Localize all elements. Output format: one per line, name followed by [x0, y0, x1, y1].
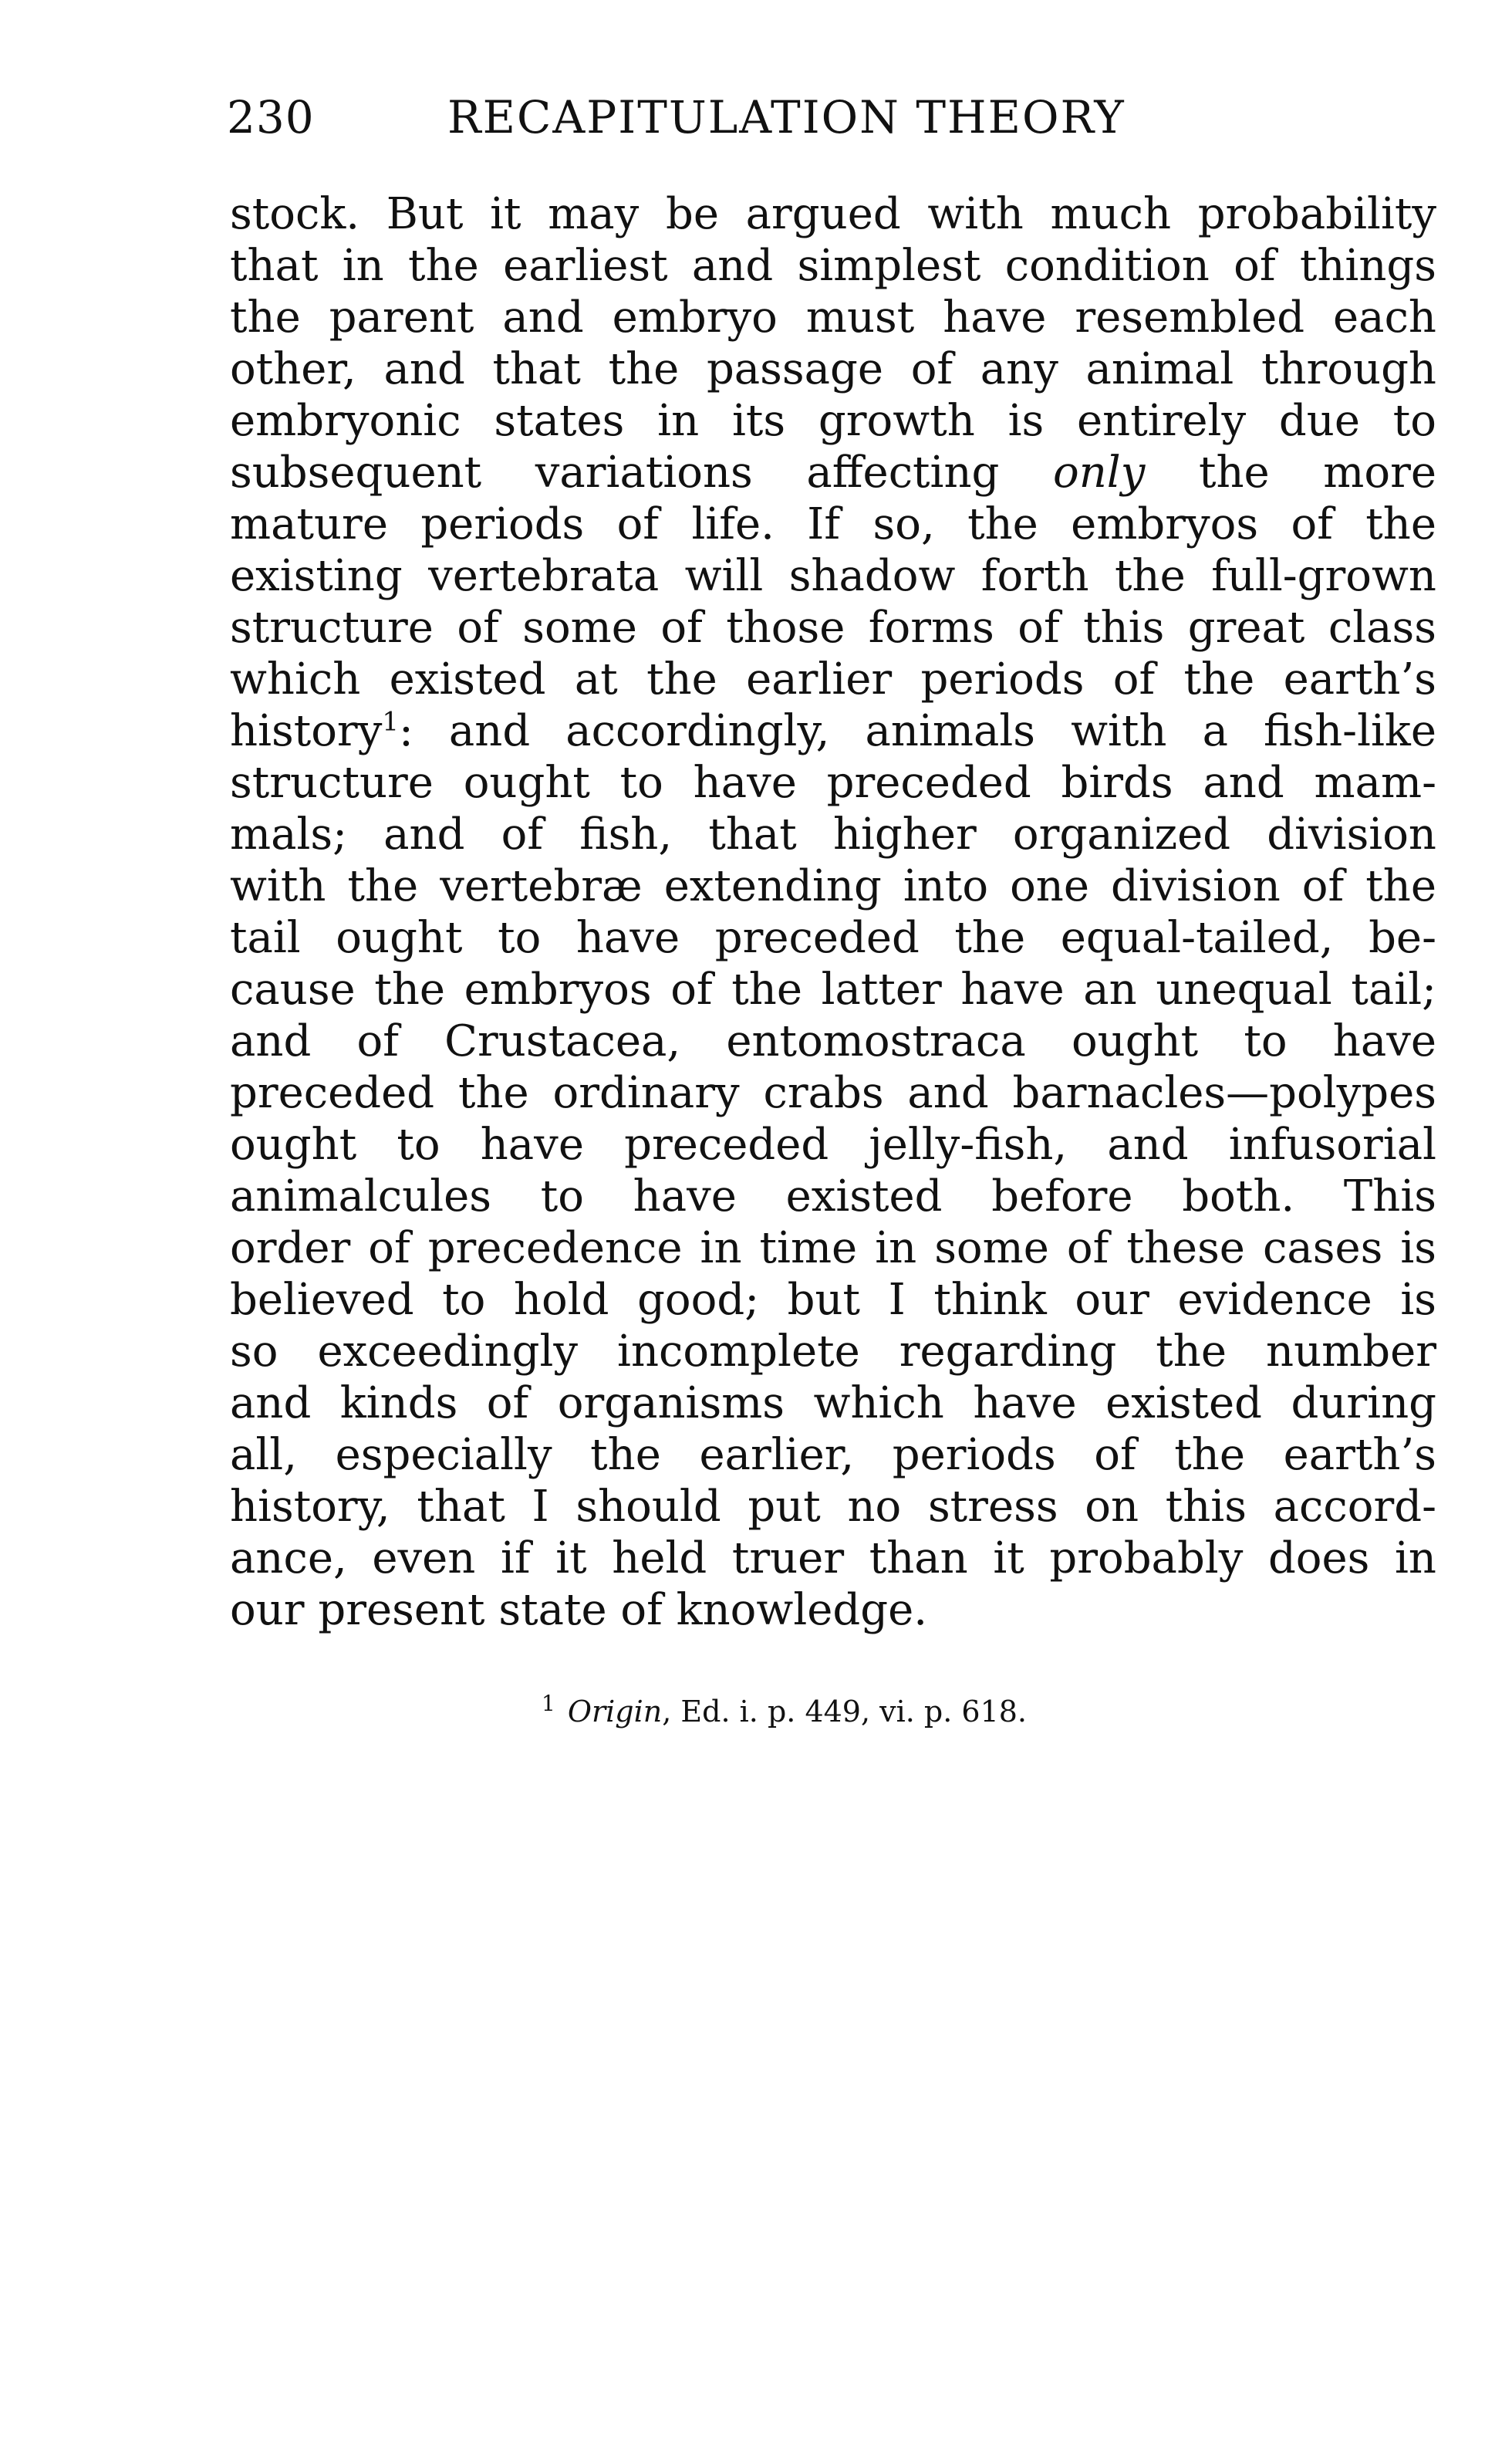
text-line: existing vertebrata will shadow forth the full-grown	[230, 551, 1436, 601]
text-line: mature periods of life. If so, the embryos of the	[230, 499, 1436, 549]
text-line: and kinds of organisms which have existed during	[230, 1378, 1436, 1428]
text-line: history, that I should put no stress on this accord-	[230, 1482, 1436, 1532]
text-segment: history	[230, 706, 383, 756]
text-segment: : and accordingly, animals with a fish-like	[398, 706, 1436, 756]
text-segment: subsequent variations affecting	[230, 448, 1000, 498]
footnote-reference: 1	[382, 706, 399, 738]
text-line: embryonic states in its growth is entirely due to	[230, 396, 1436, 446]
text-line: believed to hold good; but I think our evidence is	[230, 1275, 1436, 1325]
text-line: mals; and of fish, that higher organized division	[230, 809, 1436, 860]
text-line: ance, even if it held truer than it probably does in	[230, 1533, 1436, 1583]
text-line: all, especially the earlier, periods of the earth’s	[230, 1430, 1436, 1480]
text-line: order of precedence in time in some of these cases is	[230, 1223, 1436, 1273]
running-head	[227, 86, 1253, 148]
text-line: other, and that the passage of any animal through	[230, 344, 1436, 394]
page-number: 230	[227, 91, 315, 144]
text-line: our present state of knowledge.	[230, 1585, 928, 1635]
text-line	[230, 447, 1436, 498]
footnote	[542, 1691, 1236, 1732]
footnote-text: , Ed. i. p. 449, vi. p. 618.	[662, 1695, 1028, 1729]
text-line: stock. But it may be argued with much probability	[230, 189, 1436, 239]
text-line: that in the earliest and simplest condition of things	[230, 241, 1436, 291]
text-line: structure of some of those forms of this great class	[230, 603, 1436, 653]
text-line: cause the embryos of the latter have an unequal tail;	[230, 965, 1436, 1015]
body-paragraph	[230, 188, 1436, 1636]
text-line: animalcules to have existed before both. This	[230, 1171, 1436, 1222]
emphasis-text: only	[1053, 448, 1146, 498]
text-segment: the more	[1198, 448, 1436, 498]
text-line: with the vertebræ extending into one division of the	[230, 861, 1436, 911]
text-line: so exceedingly incomplete regarding the number	[230, 1326, 1436, 1377]
text-line: tail ought to have preceded the equal-tailed, be-	[230, 913, 1436, 963]
text-line	[230, 705, 1436, 757]
footnote-title: Origin	[567, 1695, 663, 1729]
text-line: structure ought to have preceded birds and mam-	[230, 758, 1436, 808]
footnote-number: 1	[542, 1691, 555, 1717]
text-line: and of Crustacea, entomostraca ought to have	[230, 1016, 1436, 1066]
running-title: RECAPITULATION THEORY	[447, 91, 1126, 144]
text-line: preceded the ordinary crabs and barnacles—polypes	[230, 1068, 1436, 1118]
text-line: which existed at the earlier periods of the earth’s	[230, 654, 1436, 705]
text-line: the parent and embryo must have resembled each	[230, 292, 1436, 343]
text-line: ought to have preceded jelly-fish, and infusorial	[230, 1120, 1436, 1170]
